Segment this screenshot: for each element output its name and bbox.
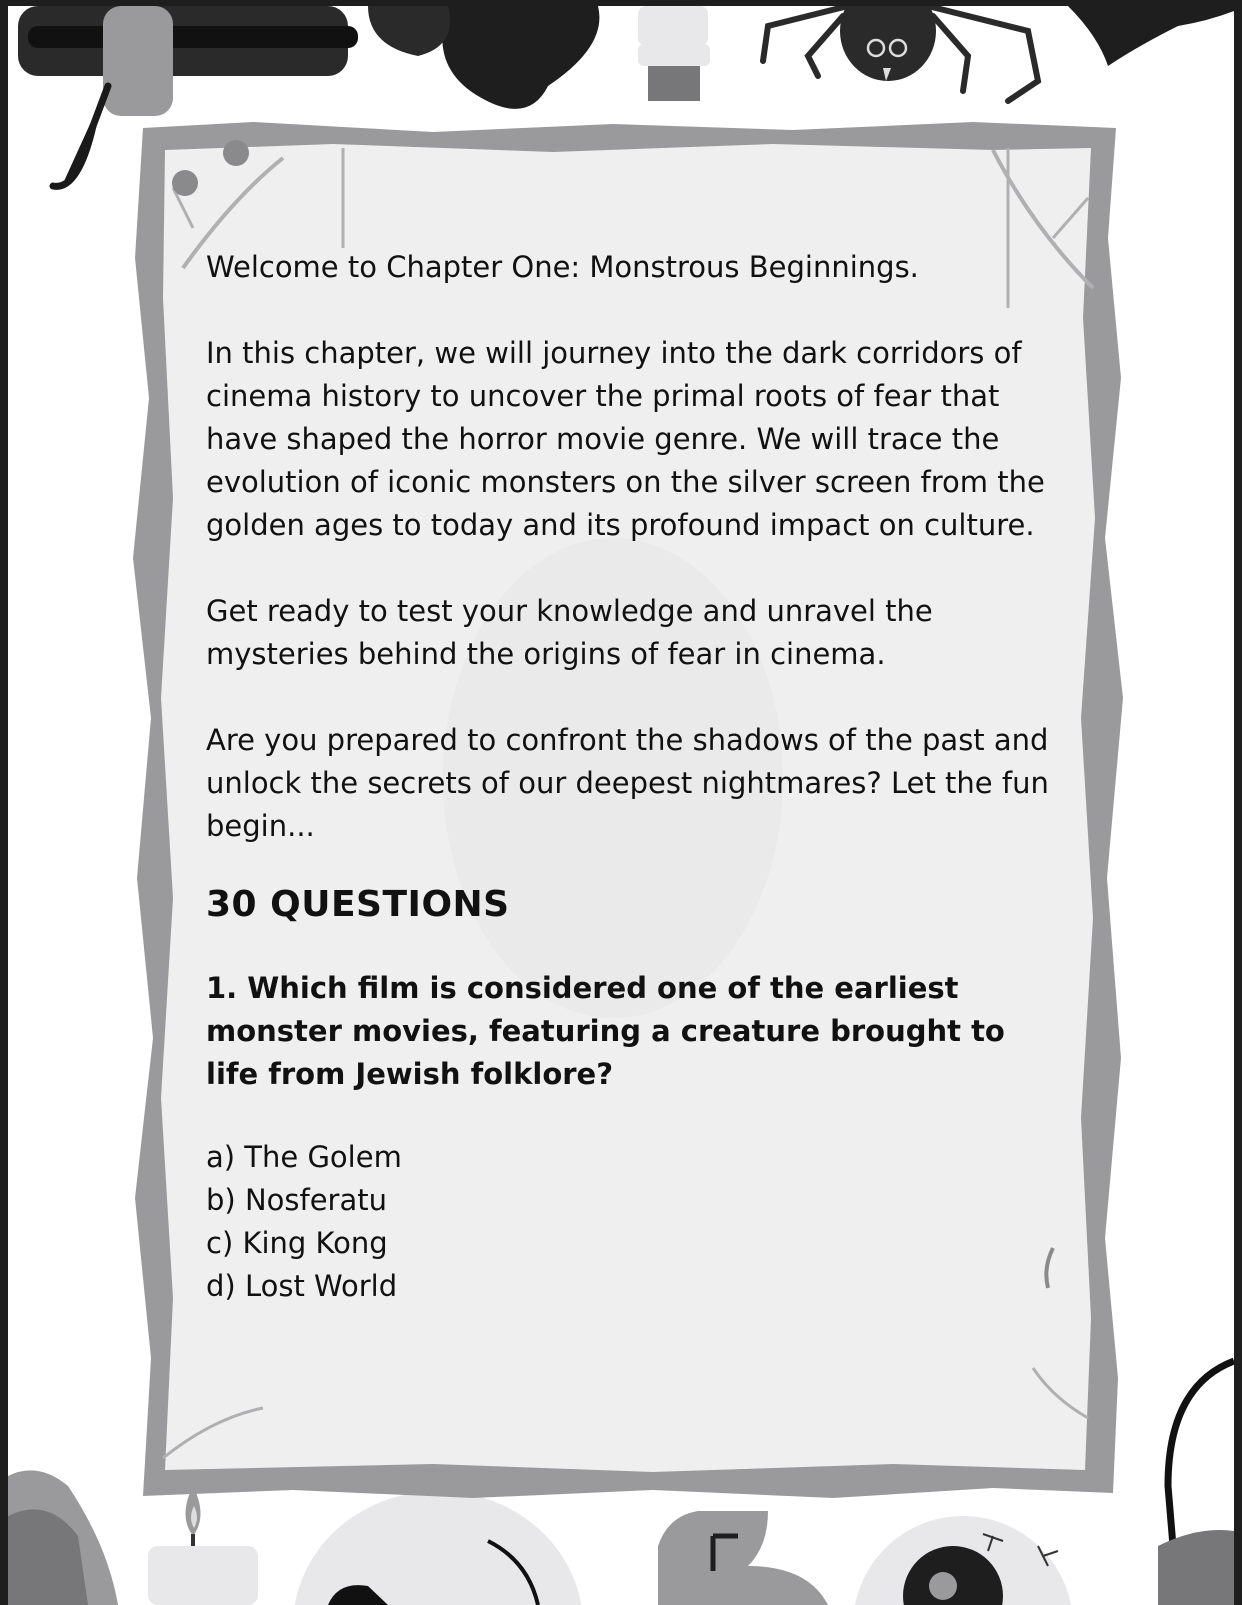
option-c: c) King Kong [206,1226,388,1260]
spider-icon [763,6,1038,101]
skull-icon [293,1491,583,1605]
chapter-paragraph-3: Are you prepared to confront the shadows of the past and unlock the secrets of our deepest nightmares? Let the fun begin... [206,723,1049,843]
chapter-content [206,246,1056,1308]
option-d: d) Lost World [206,1269,398,1303]
chapter-paragraph-2: Get ready to test your knowledge and unravel the mysteries behind the origins of fear in cinema. [206,594,933,671]
chapter-paragraph-1: In this chapter, we will journey into the dark corridors of cinema history to uncover the primal roots of fear that have shaped the horror movie genre. We will trace the evolution of iconic monsters on the silver screen from the golden ages to today and its profound impact on culture. [206,336,1045,542]
eyeball-icon [853,1516,1073,1605]
question-1: 1. Which film is considered one of the earliest monster movies, featuring a creature brought to life from Jewish folklore? [206,971,1005,1091]
bat-icon [1068,6,1234,66]
cane-icon [1158,1361,1234,1605]
bone-icon [638,6,710,101]
zombie-hand-icon [658,1511,828,1605]
tombstone-icon [8,1470,118,1605]
questions-heading: 30 QUESTIONS [206,884,510,925]
chapter-welcome: Welcome to Chapter One: Monstrous Beginnings. [206,250,919,284]
option-b: b) Nosferatu [206,1183,387,1217]
candle-icon [148,1486,258,1605]
option-a: a) The Golem [206,1140,402,1174]
question-1-options [206,1136,1056,1308]
